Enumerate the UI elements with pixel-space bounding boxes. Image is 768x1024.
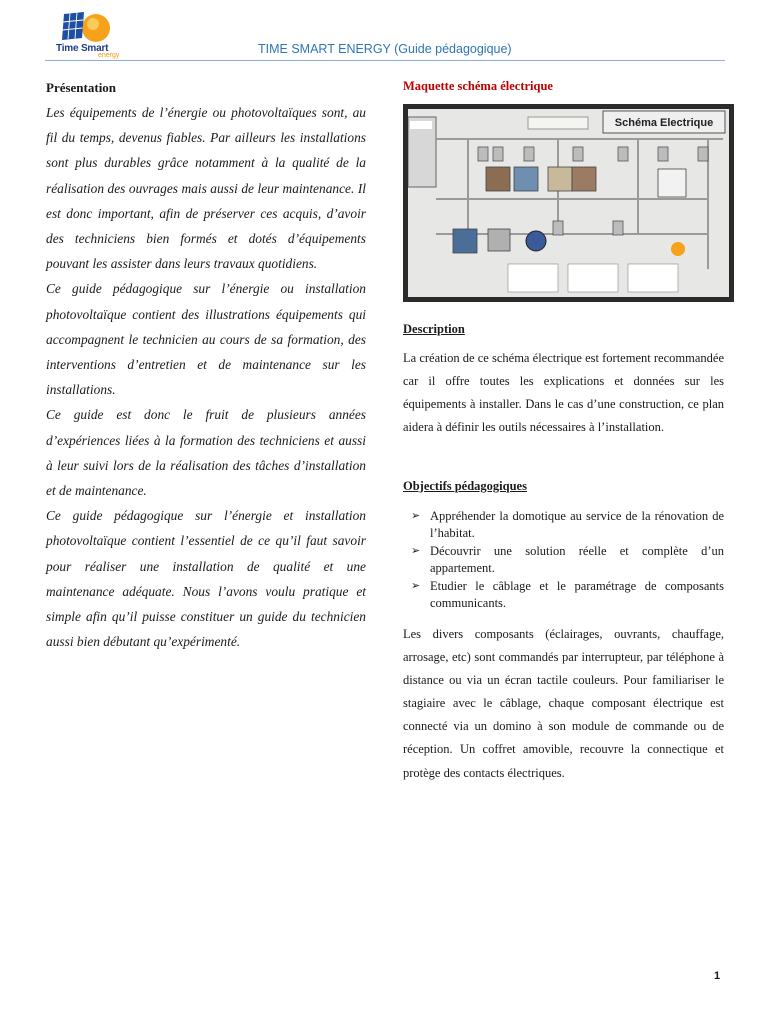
presentation-paragraph: Ce guide est donc le fruit de plusieurs années d’expériences liées à la formation des techniciens et aussi à leur suivi lors de la réalisation des tâches d’installation et de maintenance.	[46, 407, 366, 499]
electrical-schematic-photo	[403, 104, 734, 302]
description-text: La création de ce schéma électrique est fortement recommandée car il offre toutes les explications et données sur les équipements à installer. Dans le cas d’une construction, ce plan aidera à définir les outils nécessaires à l’installation.	[403, 351, 724, 434]
objectives-heading: Objectifs pédagogiques	[403, 479, 527, 493]
objective-item	[411, 578, 724, 612]
arrow-bullet-icon: ➢	[411, 580, 421, 592]
presentation-heading: Présentation	[46, 80, 117, 95]
components-text: Les divers composants (éclairages, ouvrants, chauffage, arrosage, etc) sont commandés par interrupteur, par téléphone à distance ou via un écran tactile couleurs. Pour familiariser le stagiaire avec le câblage, chaque composant électrique est connecté via un domino à son module de commande ou de réception. Un coffret amovible, recouvre la connectique et protège des contacts électriques.	[403, 627, 724, 780]
presentation-paragraph: Ce guide pédagogique sur l’énergie et installation photovoltaïque contient l’essentiel de ce qu’il faut savoir pour réaliser une installation de qualité et une maintenance adéquate. Nous l’avons voulu pratique et simple afin qu’il puisse constituer un guide du technicien aussi bien débutant qu’expérimenté.	[46, 508, 366, 650]
header-title: TIME SMART ENERGY (Guide pédagogique)	[258, 42, 512, 56]
description-heading: Description	[403, 322, 465, 336]
maquette-title: Maquette schéma électrique	[403, 79, 553, 93]
objective-text: Appréhender la domotique au service de la rénovation de l’habitat.	[430, 509, 724, 540]
maquette-section	[403, 78, 724, 94]
schematic-illustration	[408, 109, 729, 297]
logo-text: Time Smart	[56, 43, 109, 54]
presentation-paragraph: Les équipements de l’énergie ou photovoltaïques sont, au fil du temps, devenus fiables. Par ailleurs les installations sont plus durables grâce notamment à la qualité de la réalisation des ouvrages mais aussi de leur maintenance. Il est donc important, afin de préserver ces acquis, d’avoir des techniciens bien formés et dotés d’équipements pouvant les assister dans leurs travaux quotidiens.	[46, 105, 366, 272]
page-number: 1	[714, 970, 721, 982]
arrow-bullet-icon: ➢	[411, 545, 421, 557]
objective-item	[411, 508, 724, 542]
objective-item	[411, 543, 724, 577]
presentation-section	[46, 80, 366, 654]
objectives-list	[411, 508, 724, 613]
photo-label: Schéma Electrique	[614, 117, 714, 129]
objective-text: Découvrir une solution réelle et complète d’un appartement.	[430, 544, 724, 575]
arrow-bullet-icon: ➢	[411, 510, 421, 522]
objective-text: Etudier le câblage et le paramétrage de composants communicants.	[430, 579, 724, 610]
header-divider	[45, 60, 725, 61]
logo-subtext: energy	[98, 52, 120, 59]
presentation-paragraph: Ce guide pédagogique sur l’énergie ou installation photovoltaïque contient des illustrations équipements qui accompagnent le technicien au cours de sa formation, des interventions d’entretien et de maintenance sur les installations.	[46, 281, 366, 398]
